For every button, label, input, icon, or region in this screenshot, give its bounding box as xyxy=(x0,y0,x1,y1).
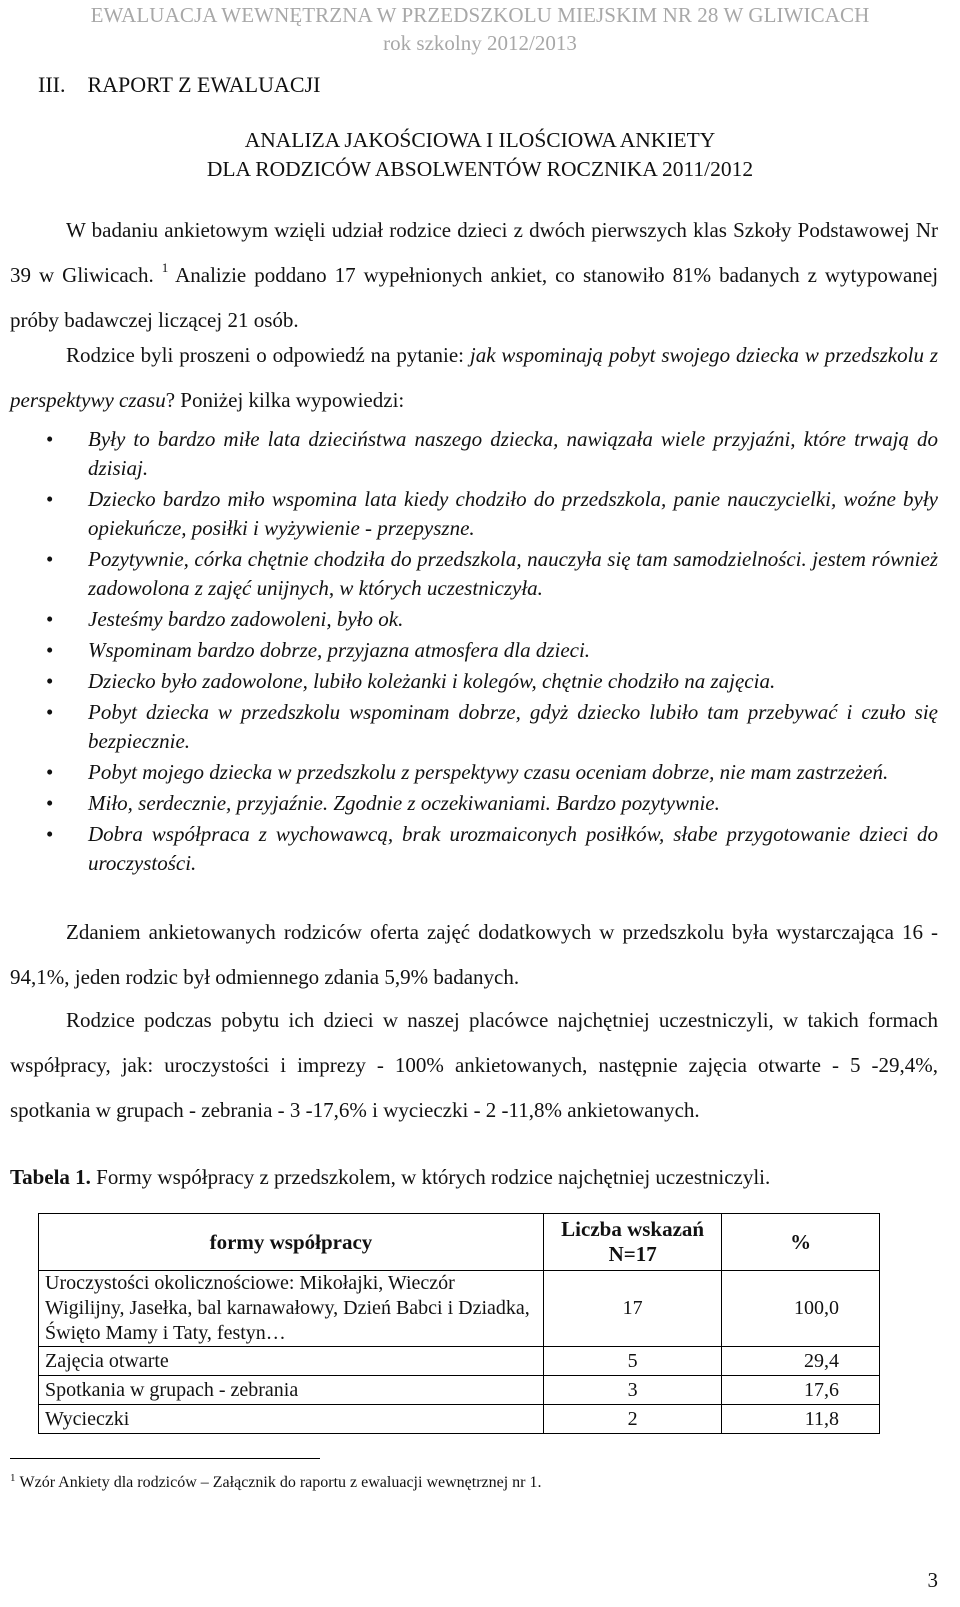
footnote-reference[interactable]: 1 xyxy=(161,260,169,275)
running-header-school-year: rok szkolny 2012/2013 xyxy=(383,31,577,55)
intro-text-after-note: Analizie poddano 17 wypełnionych ankiet, co stanowiło 81% badanych z wytypowanej próby badawczej liczącej 21 osób. xyxy=(10,263,939,332)
analysis-heading xyxy=(0,126,960,184)
quote-text: Miło, serdecznie, przyjaźnie. Zgodnie z oczekiwaniami. Bardzo pozytywnie. xyxy=(88,791,720,815)
list-item xyxy=(10,485,938,543)
section-title xyxy=(38,72,320,98)
quote-text: Dobra współpraca z wychowawcą, brak urozmaiconych posiłków, słabe przygotowanie dzieci do uroczystości. xyxy=(88,822,938,875)
list-item xyxy=(10,667,938,696)
table-caption-text: Formy współpracy z przedszkolem, w których rodzice najchętniej uczestniczyli. xyxy=(96,1165,771,1189)
analysis-heading-line2: DLA RODZICÓW ABSOLWENTÓW ROCZNIKA 2011/2012 xyxy=(206,157,754,181)
bullet-icon: • xyxy=(46,638,54,662)
table-caption xyxy=(10,1165,770,1190)
bullet-icon: • xyxy=(46,427,54,451)
table-cell-form: Uroczystości okolicznościowe: Mikołajki, Wieczór Wigilijny, Jasełka, bal karnawałowy, Dzień Babci i Dziadka, Święto Mamy i Taty, festyn… xyxy=(39,1271,544,1347)
quote-text: Pozytywnie, córka chętnie chodziła do przedszkola, nauczyła się tam samodzielności. jestem również zadowolona z zajęć unijnych, w których uczestniczyła. xyxy=(88,547,938,600)
table-cell-form: Spotkania w grupach - zebrania xyxy=(39,1376,544,1405)
analysis-heading-line1: ANALIZA JAKOŚCIOWA I ILOŚCIOWA ANKIETY xyxy=(244,128,716,152)
cooperation-forms-table xyxy=(38,1213,880,1434)
table-row xyxy=(39,1376,880,1405)
footnote-text: Wzór Ankiety dla rodziców – Załącznik do raportu z ewaluacji wewnętrznej nr 1. xyxy=(19,1474,542,1491)
table-cell-count: 17 xyxy=(543,1271,721,1347)
list-item xyxy=(10,820,938,878)
bullet-icon: • xyxy=(46,487,54,511)
cooperation-paragraph xyxy=(10,998,938,1133)
table-cell-form: Zajęcia otwarte xyxy=(39,1347,544,1376)
bullet-icon: • xyxy=(46,547,54,571)
table-caption-label: Tabela 1. xyxy=(10,1165,91,1189)
column-header-count-n: N=17 xyxy=(608,1242,657,1266)
table-row xyxy=(39,1405,880,1434)
bullet-icon: • xyxy=(46,760,54,784)
table-cell-count: 3 xyxy=(543,1376,721,1405)
offer-paragraph xyxy=(10,910,938,1000)
cooperation-text: Rodzice podczas pobytu ich dzieci w naszej placówce najchętniej uczestniczyli, w takich formach współpracy, jak: uroczystości i imprezy - 100% ankietowanych, następnie zajęcia otwarte - 5 -29,4%, spotkania w grupach - zebrania - 3 -17,6% i wycieczki - 2 -11,8% ankietowanych. xyxy=(10,1008,938,1122)
table-row xyxy=(39,1347,880,1376)
bullet-icon: • xyxy=(46,700,54,724)
footnote-divider xyxy=(10,1458,320,1459)
running-header-title: EWALUACJA WEWNĘTRZNA W PRZEDSZKOLU MIEJSKIM NR 28 W GLIWICACH xyxy=(90,3,870,27)
question-tail: ? Poniżej kilka wypowiedzi: xyxy=(165,388,405,412)
bullet-icon: • xyxy=(46,791,54,815)
bullet-icon: • xyxy=(46,669,54,693)
intro-paragraph xyxy=(10,208,938,343)
column-header-count-label: Liczba wskazań xyxy=(561,1217,705,1241)
footnote-number: 1 xyxy=(10,1472,16,1484)
table-row xyxy=(39,1271,880,1347)
quote-text: Jesteśmy bardzo zadowoleni, było ok. xyxy=(88,607,404,631)
quote-text: Wspominam bardzo dobrze, przyjazna atmosfera dla dzieci. xyxy=(88,638,591,662)
list-item xyxy=(10,636,938,665)
intro-text-before-note: W badaniu ankietowym wzięli udział rodzice dzieci z dwóch pierwszych klas Szkoły Podstawowej Nr 39 w Gliwicach. xyxy=(10,218,938,287)
quote-text: Dziecko bardzo miło wspomina lata kiedy chodziło do przedszkola, panie nauczycielki, woźne były opiekuńcze, posiłki i wyżywienie - przepyszne. xyxy=(88,487,938,540)
question-italic: jak wspominają pobyt swojego dziecka w przedszkolu z perspektywy czasu xyxy=(10,343,939,412)
list-item xyxy=(10,698,938,756)
quote-text: Były to bardzo miłe lata dzieciństwa naszego dziecka, nawiązała wiele przyjaźni, które trwają do dzisiaj. xyxy=(88,427,938,480)
table-cell-percent: 11,8 xyxy=(722,1405,880,1434)
table-cell-percent: 29,4 xyxy=(722,1347,880,1376)
offer-text: Zdaniem ankietowanych rodziców oferta zajęć dodatkowych w przedszkolu była wystarczająca 16 - 94,1%, jeden rodzic był odmiennego zdania 5,9% badanych. xyxy=(10,920,938,989)
quotes-list xyxy=(10,425,938,880)
list-item xyxy=(10,789,938,818)
quote-text: Pobyt mojego dziecka w przedszkolu z perspektywy czasu oceniam dobrze, nie mam zastrzeżeń. xyxy=(88,760,889,784)
column-header-forms: formy współpracy xyxy=(39,1214,544,1271)
page-number: 3 xyxy=(927,1568,938,1592)
list-item xyxy=(10,545,938,603)
list-item xyxy=(10,758,938,787)
table-cell-count: 2 xyxy=(543,1405,721,1434)
bullet-icon: • xyxy=(46,607,54,631)
table-cell-percent: 100,0 xyxy=(722,1271,880,1347)
section-number: III. xyxy=(38,72,66,97)
table-cell-form: Wycieczki xyxy=(39,1405,544,1434)
question-paragraph xyxy=(10,333,938,423)
section-title-text: RAPORT Z EWALUACJI xyxy=(87,72,321,97)
table-cell-count: 5 xyxy=(543,1347,721,1376)
list-item xyxy=(10,605,938,634)
table-cell-percent: 17,6 xyxy=(722,1376,880,1405)
footnote xyxy=(10,1474,542,1492)
list-item xyxy=(10,425,938,483)
bullet-icon: • xyxy=(46,822,54,846)
column-header-count xyxy=(543,1214,721,1271)
question-lead: Rodzice byli proszeni o odpowiedź na pytanie: xyxy=(66,343,464,367)
quote-text: Pobyt dziecka w przedszkolu wspominam dobrze, gdyż dziecko lubiło tam przebywać i czuło się bezpiecznie. xyxy=(88,700,938,753)
table-header-row xyxy=(39,1214,880,1271)
column-header-percent: % xyxy=(722,1214,880,1271)
quote-text: Dziecko było zadowolone, lubiło koleżanki i kolegów, chętnie chodziło na zajęcia. xyxy=(88,669,776,693)
